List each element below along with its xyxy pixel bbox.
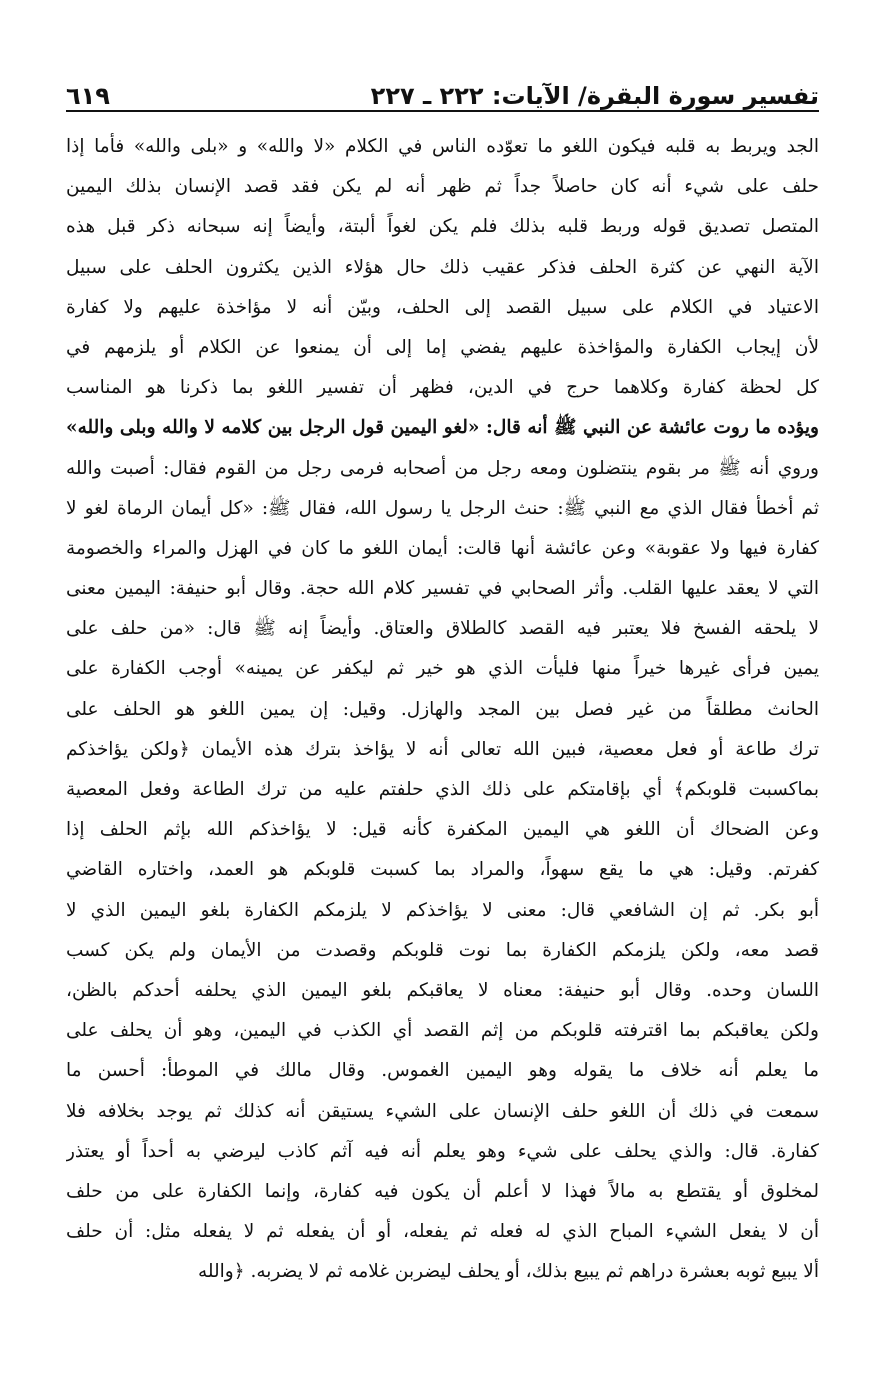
- text-line: حلف على شيء أنه كان حاصلاً جداً ثم ظهر أنه لم يكن فقد قصد الإنسان بذلك اليمين: [66, 176, 819, 198]
- text-line: سمعت في ذلك أن اللغو حلف الإنسان على الشيء يستيقن أنه كذلك ثم يوجد بخلافه فلا: [66, 1100, 819, 1122]
- text-line: الآية النهي عن كثرة الحلف فذكر عقيب ذلك حال هؤلاء الذين يكثرون الحلف على سبيل: [66, 256, 819, 278]
- running-header: [66, 70, 819, 110]
- text-line: ويؤده ما روت عائشة عن النبي ﷺ أنه قال: «لغو اليمين قول الرجل بين كلامه لا والله وبلى والله»: [66, 417, 819, 439]
- text-line: المتصل تصديق قوله وربط قلبه بذلك فلم يكن لغواً ألبتة، وأيضاً إنه سبحانه ذكر قبل هذه: [66, 216, 819, 238]
- text-line: كفرتم. وقيل: هي ما يقع سهواً، والمراد بما كسبت قلوبكم هو العمد، واختاره القاضي: [66, 859, 819, 881]
- text-line: اللسان وحده. وقال أبو حنيفة: معناه لا يعاقبكم بلغو اليمين الذي يحلفه أحدكم بالظن،: [66, 979, 819, 1001]
- text-line: وعن الضحاك أن اللغو هي اليمين المكفرة كأنه قيل: لا يؤاخذكم الله بإثم الحلف إذا: [66, 819, 819, 841]
- text-line: ترك طاعة أو فعل معصية، فبين الله تعالى أنه لا يؤاخذ بترك هذه الأيمان ﴿ولكن يؤاخذكم: [66, 738, 819, 760]
- text-line: لمخلوق أو يقتطع به مالاً فهذا لا أعلم أن يكون فيه كفارة، وإنما الكفارة على من حلف: [66, 1180, 819, 1202]
- text-line: كل لحظة كفارة وكلاهما حرج في الدين، فظهر أن تفسير اللغو بما ذكرنا هو المناسب: [66, 377, 819, 399]
- text-line: وروي أنه ﷺ مر بقوم ينتضلون ومعه رجل من أصحابه فرمى رجل من القوم فقال: أصبت والله: [66, 457, 819, 479]
- text-line: لأن إيجاب الكفارة والمؤاخذة عليهم يفضي إما إلى أن يمنعوا عن الكلام أو يلزمهم في: [66, 336, 819, 358]
- text-line: ألا يبيع ثوبه بعشرة دراهم ثم يبيع بذلك، أو يحلف ليضربن غلامه ثم لا يضربه. ﴿والله: [197, 1261, 819, 1283]
- text-line: يمين فرأى غيرها خيراً منها فليأت الذي هو خير ثم ليكفر عن يمينه» أوجب الكفارة على: [66, 658, 819, 680]
- text-line: الاعتياد في الكلام على سبيل القصد إلى الحلف، وبيّن أنه لا مؤاخذة عليهم ولا كفارة: [66, 296, 819, 318]
- text-line: أن لا يفعل الشيء المباح الذي له فعله ثم يفعله، أو أن يفعله ثم لا يفعله مثل: أن حلف: [66, 1221, 819, 1243]
- header-title: تفسير سورة البقرة/ الآيات: ٢٢٢ ـ ٢٢٧: [370, 82, 819, 110]
- body-text: [66, 127, 819, 1292]
- text-line: بماكسبت قلوبكم﴾ أي بإقامتكم على ذلك الذي حلفتم عليه من ترك الطاعة وفعل المعصية: [66, 779, 819, 800]
- text-line: أبو بكر. ثم إن الشافعي قال: معنى لا يؤاخذكم لا يلزمكم الكفارة بلغو اليمين الذي لا: [66, 899, 819, 921]
- text-line: ولكن يعاقبكم بما اقترفته قلوبكم من إثم القصد أي الكذب في اليمين، وهو أن يحلف على: [66, 1020, 819, 1042]
- page-number: ٦١٩: [66, 82, 110, 110]
- header-rule: [66, 110, 819, 112]
- text-line: قصد معه، ولكن يلزمكم الكفارة بما نوت قلوبكم وقصدت من الأيمان ولم يكن كسب: [66, 939, 819, 961]
- text-line: ثم أخطأ فقال الذي مع النبي ﷺ: حنث الرجل يا رسول الله، فقال ﷺ: «كل أيمان الرماة لغو لا: [66, 497, 819, 519]
- text-line: كفارة فيها ولا عقوبة» وعن عائشة أنها قالت: أيمان اللغو ما كان في الهزل والمراء والخصومة: [66, 537, 819, 559]
- text-line: الجد ويربط به قلبه فيكون اللغو ما تعوّده الناس في الكلام «لا والله» و «بلى والله» فأما إذا: [66, 136, 819, 157]
- text-line: كفارة. قال: والذي يحلف على شيء وهو يعلم أنه فيه آثم كاذب ليرضي به أحداً أو يعتذر: [66, 1140, 819, 1162]
- text-line: الحانث مطلقاً من غير فصل بين المجد والهازل. وقيل: إن يمين اللغو هو الحلف على: [66, 698, 819, 720]
- text-line: التي لا يعقد عليها القلب. وأثر الصحابي في تفسير كلام الله حجة. وقال أبو حنيفة: اليمين معنى: [66, 578, 819, 600]
- text-line: ما يعلم أنه خلاف ما يقوله وهو اليمين الغموس. وقال مالك في الموطأ: أحسن ما: [66, 1060, 819, 1082]
- text-line: لا يلحقه الفسخ فلا يعتبر فيه القصد كالطلاق والعتاق. وأيضاً إنه ﷺ قال: «من حلف على: [66, 618, 819, 640]
